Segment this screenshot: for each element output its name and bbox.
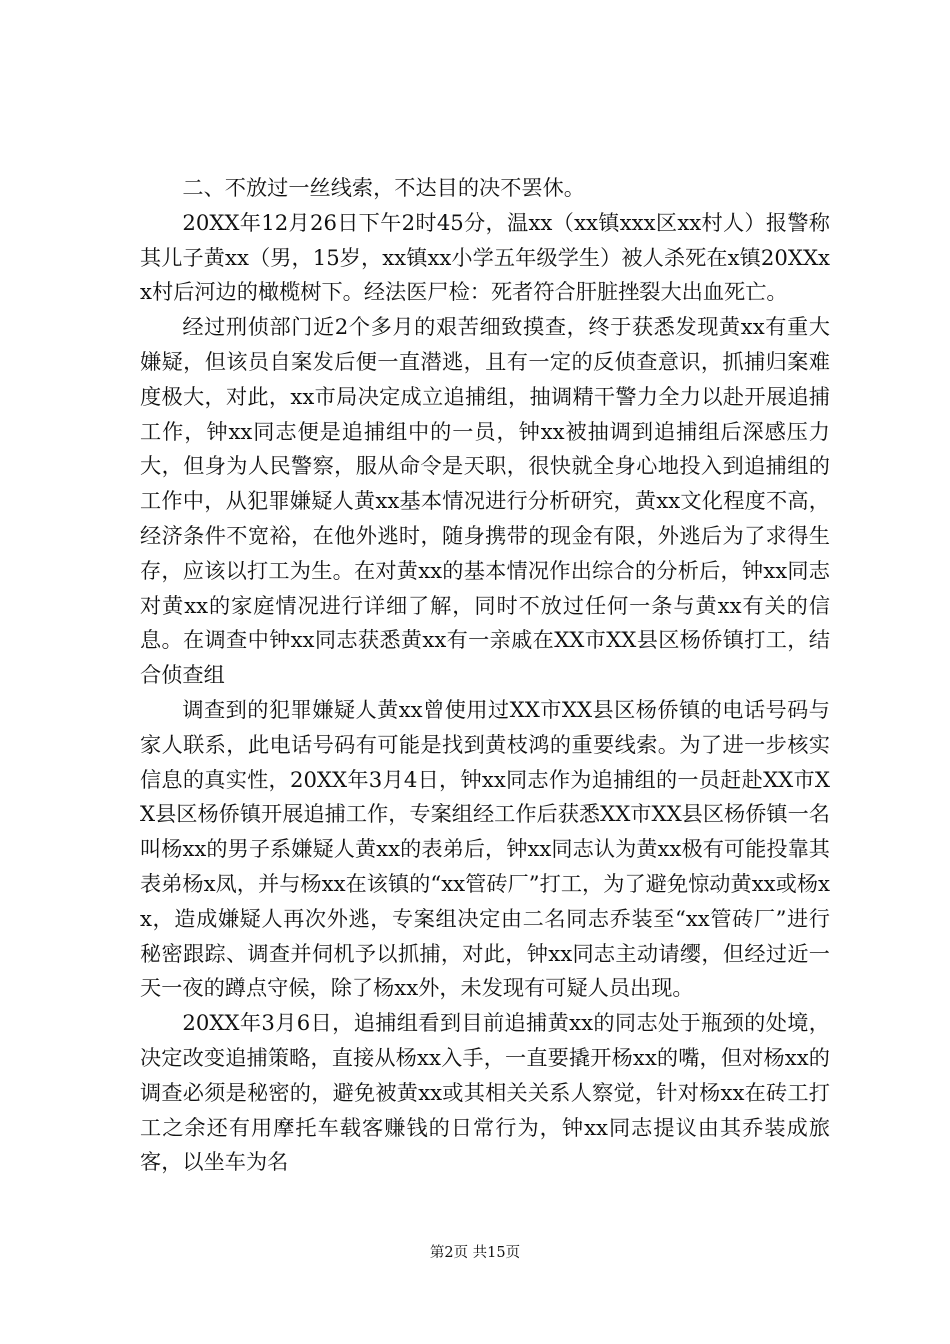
- page-footer: 第2页 共15页: [429, 1245, 521, 1261]
- paragraph-strategy: 20XX年3月6日，追捕组看到目前追捕黄xx的同志处于瓶颈的处境，决定改变追捕策略，直接从杨xx入手，一直要撬开杨xx的嘴，但对杨xx的调查必须是秘密的，避免被黄xx或其相关关系人察觉，针对杨xx在砖工打工之余还有用摩托车载客赚钱的日常行为，钟xx同志提议由其乔装成旅客，以坐车为名: [140, 1010, 830, 1175]
- document-body: [140, 171, 830, 1180]
- paragraph-investigation: 经过刑侦部门近2个多月的艰苦细致摸查，终于获悉发现黄xx有重大嫌疑，但该员自案发后便一直潜逃，且有一定的反侦查意识，抓捕归案难度极大，对此，xx市局决定成立追捕组，抽调精干警力全力以赴开展追捕工作，钟xx同志便是追捕组中的一员，钟xx被抽调到追捕组后深感压力大，但身为人民警察，服从命令是天职，很快就全身心地投入到追捕组的工作中，从犯罪嫌疑人黄xx基本情况进行分析研究，黄xx文化程度不高，经济条件不宽裕，在他外逃时，随身携带的现金有限，外逃后为了求得生存，应该以打工为生。在对黄xx的基本情况作出综合的分析后，钟xx同志对黄xx的家庭情况进行详细了解，同时不放过任何一条与黄xx有关的信息。在调查中钟xx同志获悉黄xx有一亲戚在XX市XX县区杨侨镇打工，结合侦查组: [140, 314, 830, 688]
- paragraph-case-report: 20XX年12月26日下午2时45分，温xx（xx镇xxx区xx村人）报警称其儿子黄xx（男，15岁，xx镇xx小学五年级学生）被人杀死在x镇20XXxx村后河边的橄榄树下。经法医尸检：死者符合肝脏挫裂大出血死亡。: [140, 209, 830, 305]
- paragraph-section-heading: 二、不放过一丝线索，不达目的决不罢休。: [182, 175, 585, 200]
- paragraph-tracking: 调查到的犯罪嫌疑人黄xx曾使用过XX市XX县区杨侨镇的电话号码与家人联系，此电话号码有可能是找到黄枝鸿的重要线索。为了进一步核实信息的真实性，20XX年3月4日，钟xx同志作为追捕组的一员赶赴XX市XX县区杨侨镇开展追捕工作，专案组经工作后获悉XX市XX县区杨侨镇一名叫杨xx的男子系嫌疑人黄xx的表弟后，钟xx同志认为黄xx极有可能投靠其表弟杨x凤，并与杨xx在该镇的“xx管砖厂”打工，为了避免惊动黄xx或杨xx，造成嫌疑人再次外逃，专案组决定由二名同志乔装至“xx管砖厂”进行秘密跟踪、调查并伺机予以抓捕，对此，钟xx同志主动请缨，但经过近一天一夜的蹲点守候，除了杨xx外，未发现有可疑人员出现。: [140, 696, 830, 1001]
